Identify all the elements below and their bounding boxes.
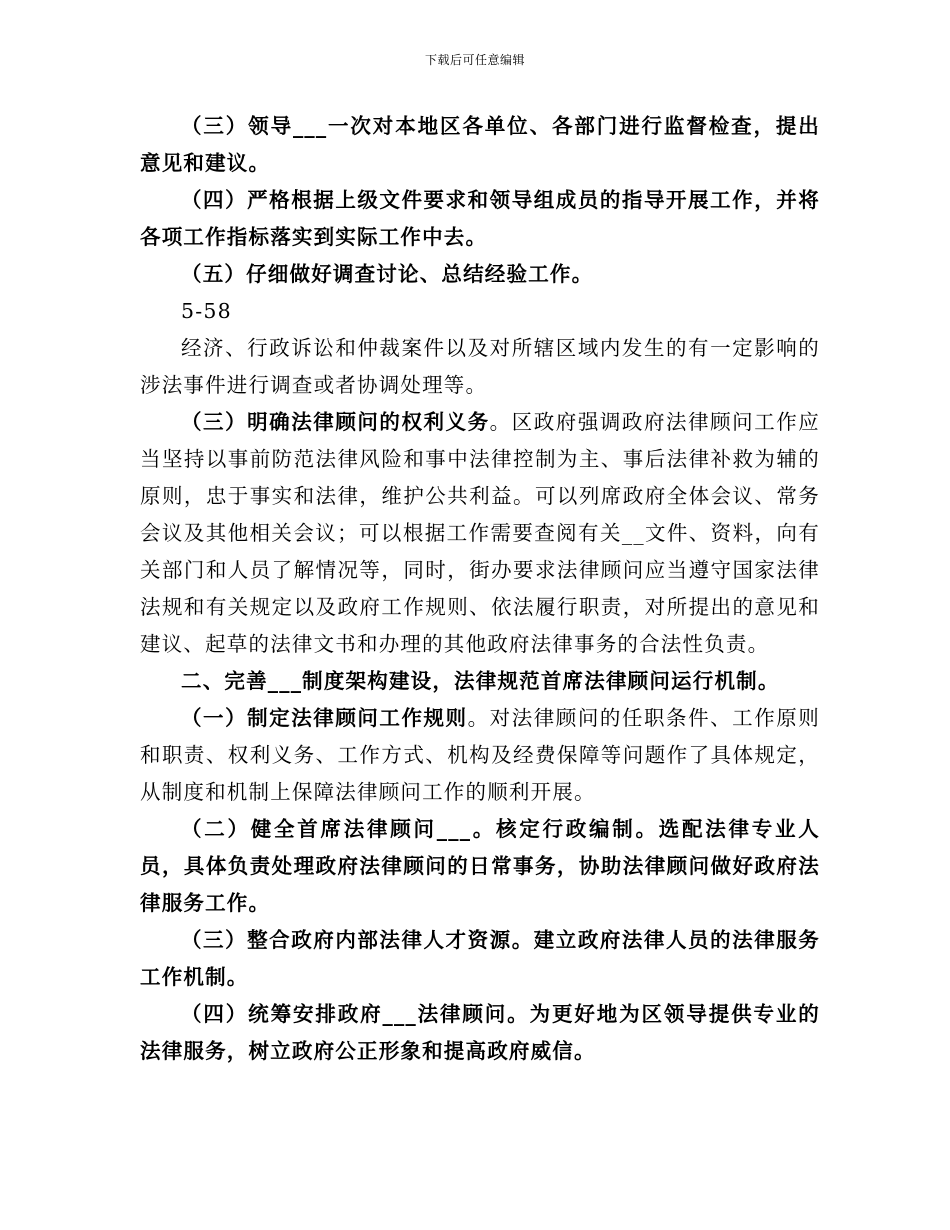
paragraph-8-lead: （一）制定法律顾问工作规则 [181, 706, 468, 730]
paragraph-6-text: 。区政府强调政府法律顾问工作应当坚持以事前防范法律风险和事中法律控制为主、事后法律补救为辅的原则，忠于事实和法律，维护公共利益。可以列席政府全体会议、常务会议及其他相关会议；可以根据工作需要查阅有关__文件、资料，向有关部门和人员了解情况等，同时，街办要求法律顾问应当遵守国家法律法规和有关规定以及政府工作规则、依法履行职责，对所提出的意见和建议、起草的法律文书和办理的其他政府法律事务的合法性负责。 [140, 410, 820, 656]
paragraph-10: （三）整合政府内部法律人才资源。建立政府法律人员的法律服务工作机制。 [140, 928, 820, 989]
paragraph-9: （二）健全首席法律顾问___。核定行政编制。选配法律专业人员，具体负责处理政府法律顾问的日常事务，协助法律顾问做好政府法律服务工作。 [140, 817, 820, 915]
paragraph-3: （五）仔细做好调查讨论、总结经验工作。 [181, 262, 594, 286]
paragraph-6 [140, 404, 820, 663]
paragraph-8-text: 。对法律顾问的任职条件、工作原则和职责、权利义务、工作方式、机构及经费保障等问题作了具体规定，从制度和机制上保障法律顾问工作的顺利开展。 [140, 706, 820, 804]
paragraph-1: （三）领导___一次对本地区各单位、各部门进行监督检查，提出意见和建议。 [140, 114, 820, 175]
paragraph-8 [140, 700, 820, 811]
paragraph-2: （四）严格根据上级文件要求和领导组成员的指导开展工作，并将各项工作指标落实到实际工作中去。 [140, 188, 820, 249]
paragraph-11: （四）统筹安排政府___法律顾问。为更好地为区领导提供专业的法律服务，树立政府公正形象和提高政府威信。 [140, 1002, 820, 1063]
paragraph-5: 经济、行政诉讼和仲裁案件以及对所辖区域内发生的有一定影响的涉法事件进行调查或者协调处理等。 [140, 336, 820, 397]
paragraph-7-lead: 二、完善___制度架构建设，法律规范首席法律顾问运行机制。 [181, 669, 780, 693]
paragraph-7 [140, 663, 820, 700]
paragraph-6-lead: （三）明确法律顾问的权利义务 [181, 410, 490, 434]
paragraph-4: 5-58 [181, 299, 232, 323]
page-header: 下载后可任意编辑 [424, 53, 525, 67]
document-body [140, 108, 820, 1070]
